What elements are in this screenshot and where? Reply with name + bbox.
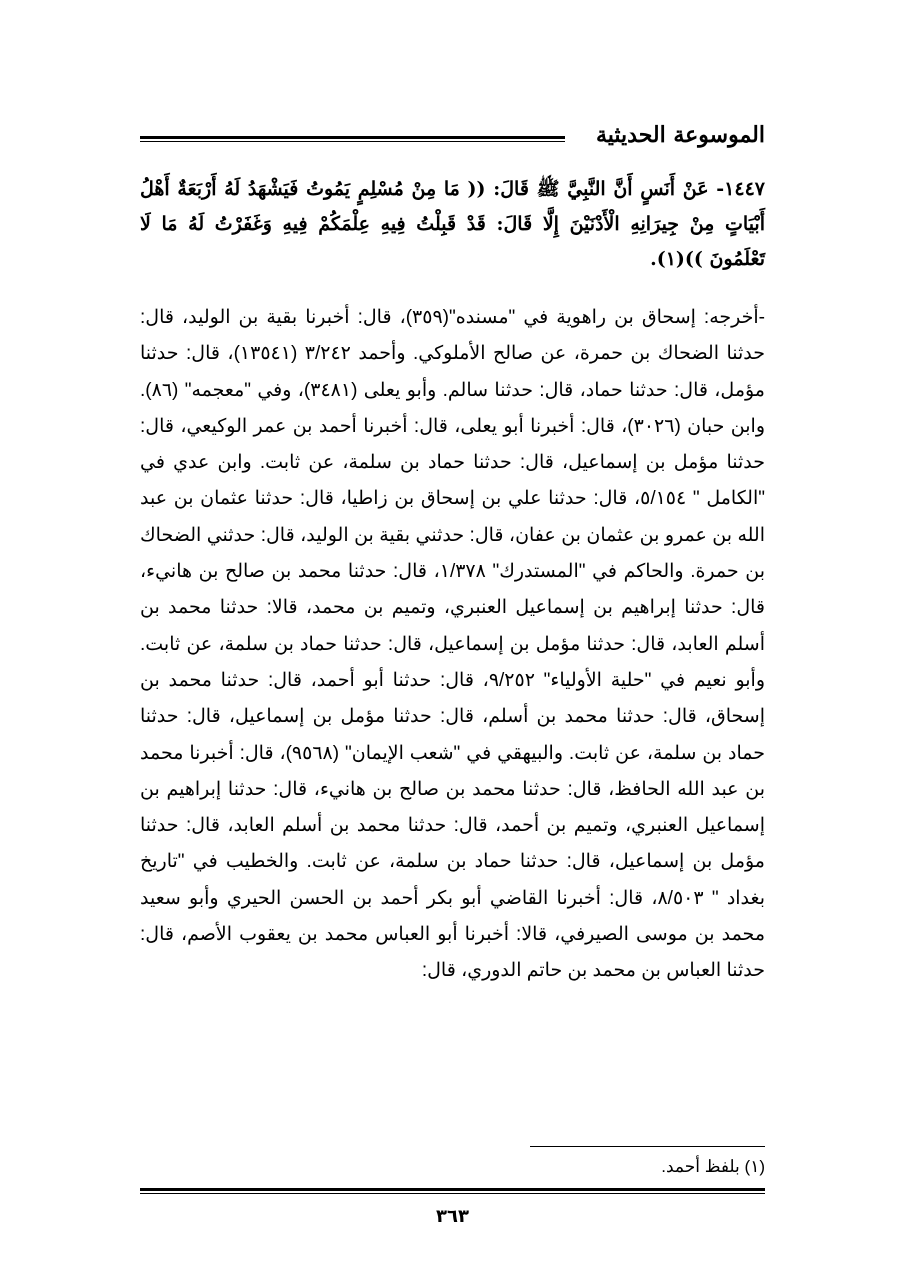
- footnote: (١) بلفظ أحمد.: [661, 1157, 765, 1176]
- takhrij-text: -أخرجه: إسحاق بن راهوية في "مسنده"(٣٥٩)، قال: أخبرنا بقية بن الوليد، قال: حدثنا الضحاك بن حمرة، عن صالح الأملوكي. وأحمد ٣/٢٤٢ (١٣٥٤١)، قال: حدثنا مؤمل، قال: حدثنا حماد، قال: حدثنا سالم. وأبو يعلى (٣٤٨١)، وفي "معجمه" (٨٦). وابن حبان (٣٠٢٦)، قال: أخبرنا أبو يعلى، قال: أخبرنا أحمد بن عمر الوكيعي، قال: حدثنا مؤمل بن إسماعيل، قال: حدثنا حماد بن سلمة، عن ثابت. وابن عدي في "الكامل " ٥/١٥٤، قال: حدثنا علي بن إسحاق بن زاطيا، قال: حدثنا عثمان بن عبد الله بن عمرو بن عثمان بن عفان، قال: حدثني بقية بن الوليد، قال: حدثني الضحاك بن حمرة. والحاكم في "المستدرك" ١/٣٧٨، قال: حدثنا محمد بن صالح بن هانيء، قال: حدثنا إبراهيم بن إسماعيل العنبري، وتميم بن محمد، قالا: حدثنا محمد بن أسلم العابد، قال: حدثنا مؤمل بن إسماعيل، قال: حدثنا حماد بن سلمة، عن ثابت. وأبو نعيم في "حلية الأولياء" ٩/٢٥٢، قال: حدثنا أبو أحمد، قال: حدثنا محمد بن إسحاق، قال: حدثنا محمد بن أسلم، قال: حدثنا مؤمل بن إسماعيل، قال: حدثنا حماد بن سلمة، عن ثابت. والبيهقي في "شعب الإيمان" (٩٥٦٨)، قال: أخبرنا محمد بن عبد الله الحافظ، قال: حدثنا محمد بن صالح بن هانيء، قال: حدثنا إبراهيم بن إسماعيل العنبري، وتميم بن أحمد، قال: حدثنا محمد بن أسلم العابد، قال: حدثنا مؤمل بن إسماعيل، قال: حدثنا حماد بن سلمة، عن ثابت. والخطيب في "تاريخ بغداد " ٨/٥٠٣، قال: أخبرنا القاضي أبو بكر أحمد بن الحسن الحيري وأبو سعيد محمد بن موسى الصيرفي، قالا: أخبرنا أبو العباس محمد بن يعقوب الأصم، قال: حدثنا العباس بن محمد بن حاتم الدوري، قال:: [140, 307, 766, 982]
- header-rule-long: [140, 136, 565, 142]
- footnote-separator: [530, 1146, 765, 1147]
- hadith-text: ١٤٤٧- عَنْ أَنَسٍ أَنَّ النَّبِيَّ ﷺ قَالَ: (( مَا مِنْ مُسْلِمٍ يَمُوتُ فَيَشْهَدُ لَهُ أَرْبَعَةٌ أَهْلُ أَبْيَاتٍ مِنْ جِيرَانِهِ الْأَدْنَيْنَ إِلَّا قَالَ: قَدْ قَبِلْتُ فِيهِ عِلْمَكُمْ فِيهِ وَغَفَرْتُ لَهُ مَا لَا تَعْلَمُونَ ))(١).: [140, 178, 765, 270]
- header-title: الموسوعة الحديثية: [595, 122, 765, 148]
- page-header: [140, 120, 765, 160]
- page-number: ٣٦٣: [436, 1206, 469, 1227]
- header-rule-left-end: [140, 136, 180, 142]
- footer-rule: [140, 1188, 765, 1194]
